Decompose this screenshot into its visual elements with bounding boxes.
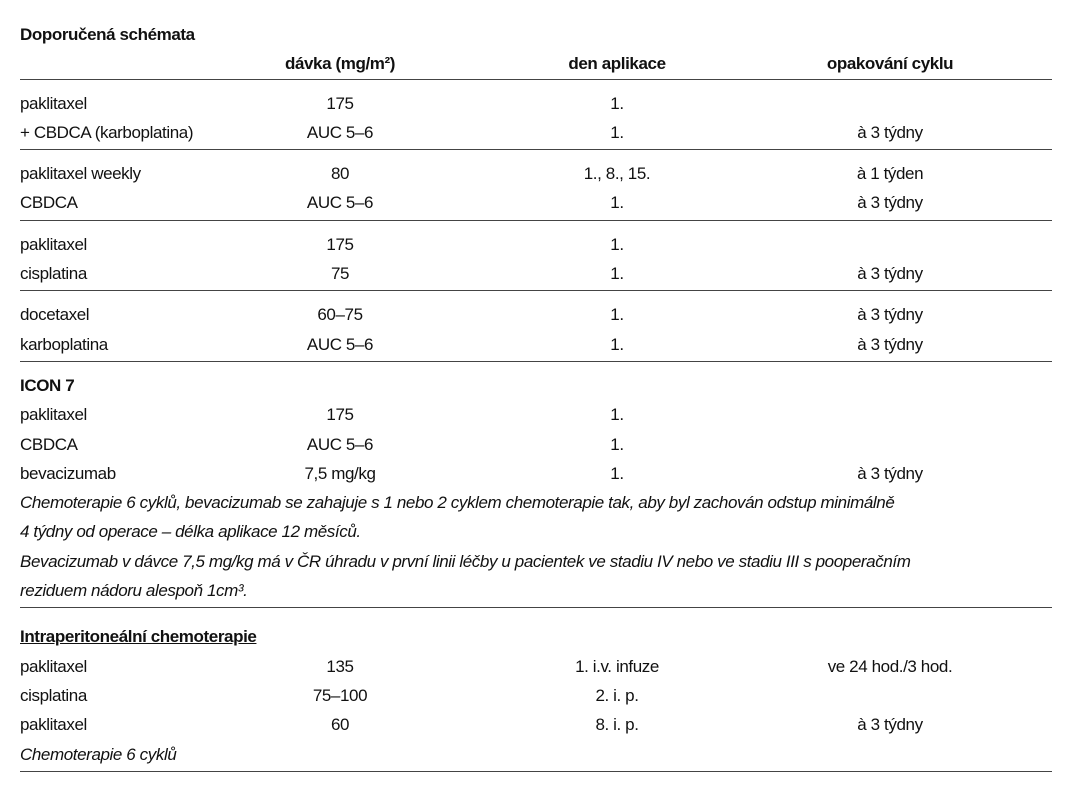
cell-dose: 175 <box>326 405 354 425</box>
regimen-group <box>20 150 1052 221</box>
cell-repeat: à 3 týdny <box>857 264 923 284</box>
cell-day: 1. <box>610 234 624 254</box>
cell-repeat: à 3 týdny <box>857 193 923 213</box>
cell-drug: paklitaxel <box>20 93 87 113</box>
table-row <box>20 681 1052 710</box>
cell-day: 1. <box>610 264 624 284</box>
cell-day: 1., 8., 15. <box>583 164 651 184</box>
regimen-group <box>20 291 1052 362</box>
cell-drug: CBDCA <box>20 193 78 213</box>
cell-day: 1. <box>610 434 624 454</box>
table-title <box>20 20 1052 49</box>
cell-dose: AUC 5–6 <box>306 122 374 142</box>
table-row <box>20 652 1052 681</box>
cell-day: 1. <box>610 122 624 142</box>
cell-repeat: à 3 týdny <box>857 334 923 354</box>
cell-drug: cisplatina <box>20 685 87 705</box>
cell-dose: 75 <box>330 264 350 284</box>
table-row <box>20 188 1052 217</box>
cell-drug: bevacizumab <box>20 463 116 483</box>
cell-repeat: à 3 týdny <box>857 715 923 735</box>
table-row <box>20 330 1052 359</box>
table-row <box>20 259 1052 288</box>
cell-day: 1. i.v. infuze <box>575 656 659 676</box>
header-day: den aplikace <box>568 54 666 74</box>
regimen-group <box>20 80 1052 151</box>
regimen-group <box>20 221 1052 292</box>
cell-drug: paklitaxel <box>20 234 87 254</box>
note-line <box>20 576 1052 605</box>
cell-dose: AUC 5–6 <box>306 334 374 354</box>
table-row <box>20 459 1052 488</box>
table-row <box>20 430 1052 459</box>
cell-day: 8. i. p. <box>595 715 639 735</box>
cell-day: 1. <box>610 93 624 113</box>
cell-repeat: à 3 týdny <box>857 305 923 325</box>
cell-dose: 175 <box>326 234 354 254</box>
ip-group <box>20 608 1052 771</box>
table-row <box>20 710 1052 739</box>
note-line <box>20 517 1052 546</box>
cell-day: 1. <box>610 405 624 425</box>
cell-drug: paklitaxel weekly <box>20 164 141 184</box>
cell-repeat: à 1 týden <box>856 164 924 184</box>
header-row <box>20 49 1052 79</box>
header-dose: dávka (mg/m²) <box>284 54 396 74</box>
note-text: reziduem nádoru alespoň 1cm³. <box>20 581 248 601</box>
cell-day: 2. i. p. <box>595 685 639 705</box>
table-row <box>20 118 1052 147</box>
cell-drug: docetaxel <box>20 305 90 325</box>
cell-dose: 135 <box>326 656 354 676</box>
cell-dose: 7,5 mg/kg <box>304 463 376 483</box>
table-row <box>20 400 1052 429</box>
cell-day: 1. <box>610 463 624 483</box>
cell-dose: 80 <box>330 164 350 184</box>
cell-dose: 175 <box>326 93 354 113</box>
cell-drug: paklitaxel <box>20 715 87 735</box>
ip-title-text: Intraperitoneální chemoterapie <box>20 627 257 647</box>
cell-dose: 75–100 <box>312 685 368 705</box>
cell-drug: paklitaxel <box>20 656 87 676</box>
table-row <box>20 230 1052 259</box>
note-text: 4 týdny od operace – délka aplikace 12 měsíců. <box>20 522 361 542</box>
icon7-group <box>20 362 1052 608</box>
cell-repeat: à 3 týdny <box>857 122 923 142</box>
cell-drug: cisplatina <box>20 264 87 284</box>
regimen-table <box>20 20 1052 772</box>
cell-drug: + CBDCA (karboplatina) <box>20 122 194 142</box>
cell-dose: AUC 5–6 <box>306 434 374 454</box>
note-line <box>20 547 1052 576</box>
icon7-title <box>20 371 1052 400</box>
cell-drug: paklitaxel <box>20 405 87 425</box>
cell-drug: CBDCA <box>20 434 78 454</box>
header-repeat: opakování cyklu <box>826 54 954 74</box>
table-row <box>20 159 1052 188</box>
cell-day: 1. <box>610 193 624 213</box>
table-title-text: Doporučená schémata <box>20 25 195 44</box>
table-row <box>20 300 1052 329</box>
cell-day: 1. <box>610 305 624 325</box>
cell-repeat: ve 24 hod./3 hod. <box>827 656 953 676</box>
cell-drug: karboplatina <box>20 334 108 354</box>
note-text: Chemoterapie 6 cyklů <box>20 744 177 764</box>
table-row <box>20 89 1052 118</box>
cell-repeat: à 3 týdny <box>857 463 923 483</box>
ip-title <box>20 622 1052 651</box>
cell-dose: AUC 5–6 <box>306 193 374 213</box>
icon7-title-text: ICON 7 <box>20 375 75 395</box>
note-text: Bevacizumab v dávce 7,5 mg/kg má v ČR úhradu v první linii léčby u pacientek ve stadiu IV nebo ve stadiu III s pooperačním <box>20 551 911 571</box>
cell-day: 1. <box>610 334 624 354</box>
note-line <box>20 488 1052 517</box>
note-text: Chemoterapie 6 cyklů, bevacizumab se zahajuje s 1 nebo 2 cyklem chemoterapie tak, aby byl zachován odstup minimálně <box>20 493 895 513</box>
cell-dose: 60 <box>330 715 350 735</box>
note-line <box>20 740 1052 769</box>
cell-dose: 60–75 <box>317 305 363 325</box>
